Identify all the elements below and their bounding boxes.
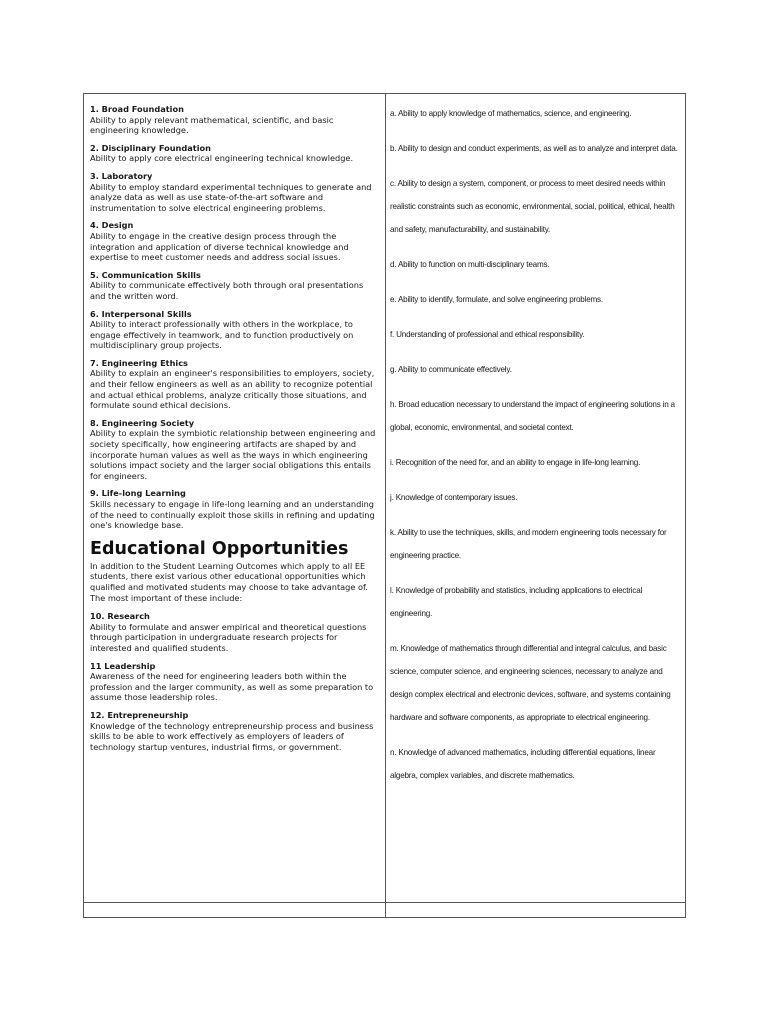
outcome-title: 4. Design (90, 220, 134, 231)
outcome-item (90, 171, 380, 213)
abet-outcome: i. Recognition of the need for, and an ability to engage in life-long learning. (390, 458, 641, 467)
outcome-item (90, 220, 380, 262)
abet-outcome: f. Understanding of professional and ethical responsibility. (390, 330, 585, 339)
outcome-item (90, 358, 380, 411)
opportunity-item (90, 611, 380, 653)
abet-outcome: k. Ability to use the techniques, skills, and modern engineering tools necessary for engineering practice. (390, 528, 667, 560)
abet-outcome: n. Knowledge of advanced mathematics, including differential equations, linear algebra, complex variables, and discrete mathematics. (390, 748, 656, 780)
outcome-title: 9. Life-long Learning (90, 488, 186, 499)
outcome-description: Ability to apply relevant mathematical, scientific, and basic engineering knowledge. (90, 114, 334, 136)
abet-outcome: l. Knowledge of probability and statistics, including applications to electrical engineering. (390, 586, 643, 618)
section-heading: Educational Opportunities (90, 538, 349, 559)
outcome-title: 1. Broad Foundation (90, 104, 184, 114)
opportunity-item (90, 661, 380, 703)
outcome-title: 2. Disciplinary Foundation (90, 142, 211, 153)
outcome-item (90, 309, 380, 351)
outcome-description: Ability to explain the symbiotic relationship between engineering and society specifically, how engineering artifacts are shaped by and incorporate human values as well as the ways in which engineering solutions impact society and the larger social obligations this entails for engineers. (90, 428, 376, 481)
bottom-row-divider (84, 902, 685, 903)
outcome-description: Ability to employ standard experimental techniques to generate and analyze data as well as use state-of-the-art software and instrumentation to solve electrical engineering problems. (90, 181, 372, 213)
outcome-description: Ability to engage in the creative design process through the integration and application of diverse technical knowledge and expertise to meet customer needs and address social issues. (90, 230, 349, 263)
opportunity-title: 12. Entrepreneurship (90, 709, 189, 720)
opportunity-item (90, 710, 380, 752)
abet-outcome: d. Ability to function on multi-disciplinary teams. (390, 260, 550, 269)
outcomes-table (83, 93, 686, 918)
abet-outcome: g. Ability to communicate effectively. (390, 365, 512, 374)
outcome-item (90, 143, 380, 164)
outcome-description: Skills necessary to engage in life-long learning and an understanding of the need to continually exploit those skills in refining and updating one's knowledge base. (90, 499, 375, 531)
abet-outcome: a. Ability to apply knowledge of mathematics, science, and engineering. (390, 109, 632, 118)
abet-outcome: b. Ability to design and conduct experiments, as well as to analyze and interpret data. (390, 144, 678, 153)
outcome-title: 6. Interpersonal Skills (90, 308, 192, 319)
outcome-description: Ability to communicate effectively both through oral presentations and the written word. (90, 280, 364, 301)
outcome-description: Ability to apply core electrical engineering technical knowledge. (90, 153, 354, 164)
outcome-title: 3. Laboratory (90, 170, 153, 181)
abet-outcome: h. Broad education necessary to understand the impact of engineering solutions in a global, economic, environmental, and societal context. (390, 400, 675, 432)
outcome-title: 8. Engineering Society (90, 417, 195, 428)
column-divider (385, 94, 386, 917)
outcome-description: Ability to interact professionally with others in the workplace, to engage effectively in teamwork, and to function productively on multidisciplinary group projects. (90, 319, 354, 351)
outcome-item (90, 418, 380, 482)
outcome-item (90, 270, 380, 302)
opportunity-title: 10. Research (90, 611, 150, 622)
outcome-title: 5. Communication Skills (90, 269, 201, 280)
abet-outcome: e. Ability to identify, formulate, and solve engineering problems. (390, 295, 603, 304)
section-intro: In addition to the Student Learning Outcomes which apply to all EE students, there exist various other educational opportunities which qualified and motivated students may choose to take advantage of. The most important of these include: (90, 560, 368, 603)
abet-outcome: j. Knowledge of contemporary issues. (390, 493, 518, 502)
outcome-item (90, 104, 380, 136)
opportunity-description: Knowledge of the technology entrepreneurship process and business skills to be able to work effectively as employers of leaders of technology startup ventures, industrial firms, or government. (90, 720, 374, 752)
outcome-description: Ability to explain an engineer's responsibilities to employers, society, and their fellow engineers as well as an ability to recognize potential and actual ethical problems, analyze critically those situations, and formulate sound ethical decisions. (90, 368, 375, 411)
outcome-item (90, 488, 380, 530)
opportunity-description: Awareness of the need for engineering leaders both within the profession and the larger community, as well as some preparation to assume those leadership roles. (90, 671, 374, 703)
abet-outcomes-column (390, 102, 682, 799)
abet-outcome: c. Ability to design a system, component, or process to meet desired needs within realistic constraints such as economic, environmental, social, political, ethical, health and safety, manufacturability, and sustainability. (390, 179, 675, 234)
outcome-title: 7. Engineering Ethics (90, 357, 188, 368)
opportunity-description: Ability to formulate and answer empirical and theoretical questions through participation in undergraduate research projects for interested and qualified students. (90, 621, 367, 653)
abet-outcome: m. Knowledge of mathematics through differential and integral calculus, and basic science, computer science, and engineering sciences, necessary to analyze and design complex electrical and electronic devices, software, and systems containing hardware and software components, as appropriate to electrical engineering. (390, 644, 671, 722)
opportunity-title: 11 Leadership (90, 660, 156, 671)
student-learning-outcomes-column (90, 104, 380, 759)
